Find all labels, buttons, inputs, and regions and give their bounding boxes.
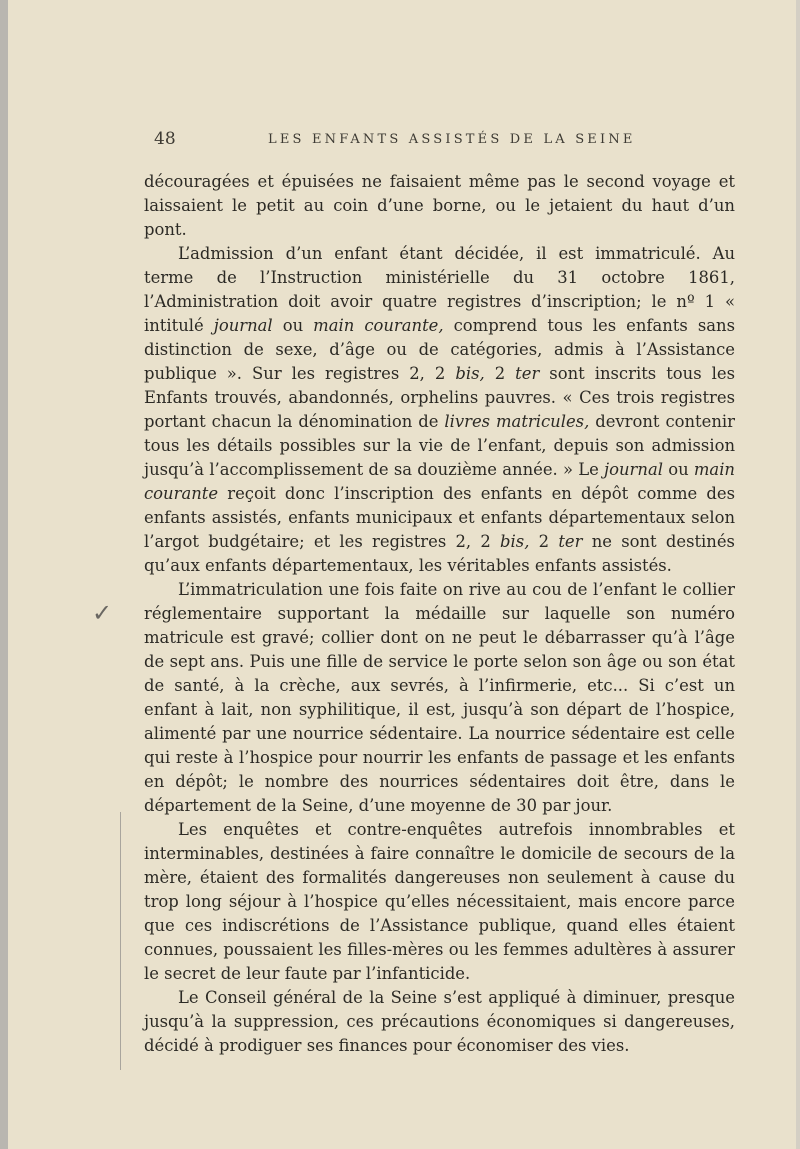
italic-segment: ter [558,532,583,551]
text-segment: 2 [529,532,559,551]
italic-segment: livres matricules, [444,412,590,431]
italic-segment: bis, [455,364,485,383]
text-segment: 2 [484,364,516,383]
italic-segment: main courante, [313,316,444,335]
italic-segment: journal [604,460,663,479]
text-segment: comprend tous les enfants sans distinction de sexe, d’âge ou de catégories, admis à l’Assistance publique ». Sur les registres 2, 2 [144,316,735,383]
running-head [154,129,740,153]
text-segment: ne sont destinés qu’aux enfants départementaux, les véritables enfants assistés. [144,532,735,575]
paragraph-4 [144,818,735,986]
page-number: 48 [154,129,176,149]
italic-segment: bis, [500,532,530,551]
margin-pencil-line [120,812,121,1070]
paragraph-3 [144,578,735,818]
running-title: LES ENFANTS ASSISTÉS DE LA SEINE [268,132,636,147]
text-segment: sont inscrits tous les Enfants trouvés, abandonnés, orphelins pauvres. « Ces trois registres portant chacun la dénomination de [144,364,735,431]
text-segment: L’admission d’un enfant étant décidée, il est immatriculé. Au terme de l’Instruction ministérielle du 31 octobre 1861, l’Administration doit avoir quatre registres d’inscription; le nº 1 « intitulé [144,244,735,335]
italic-segment: ter [515,364,540,383]
paragraph-5 [144,986,735,1058]
italic-segment: journal [213,316,273,335]
text-segment: découragées et épuisées ne faisaient même pas le second voyage et laissaient le petit au coin d’une borne, ou le jetaient du haut d’un pont. [144,172,735,239]
text-segment: ou [272,316,314,335]
paragraph-2 [144,242,735,578]
italic-segment: main courante [144,460,735,503]
paragraph-1 [144,170,735,242]
body-text [144,170,735,1058]
text-segment: L’immatriculation une fois faite on rive au cou de l’enfant le collier réglementaire supportant la médaille sur laquelle son numéro matricule est gravé; collier dont on ne peut le débarrasser qu’à l’âge de sept ans. Puis une fille de service le porte selon son âge ou son état de santé, à la crèche, aux sevrés, à l’infirmerie, etc... Si c’est un enfant à lait, non syphilitique, il est, jusqu’à son départ de l’hospice, alimenté par une nourrice sédentaire. La nourrice sédentaire est celle qui reste à l’hospice pour nourrir les enfants de passage et les enfants en dépôt; le nombre des nourrices sédentaires doit être, dans le département de la Seine, d’une moyenne de 30 par jour. [144,580,735,815]
margin-check-mark-icon: ✓ [92,599,113,627]
text-segment: devront contenir tous les détails possibles sur la vie de l’enfant, depuis son admission jusqu’à l’accomplissement de sa douzième année. » Le [144,412,735,479]
text-segment: Les enquêtes et contre-enquêtes autrefois innombrables et interminables, destinées à faire connaître le domicile de secours de la mère, étaient des formalités dangereuses non seulement à cause du trop long séjour à l’hospice qu’elles nécessitaient, mais encore parce que ces indiscrétions de l’Assistance publique, quand elles étaient connues, poussaient les filles-mères ou les femmes adultères à assurer le secret de leur faute par l’infanticide. [144,820,735,983]
text-segment: Le Conseil général de la Seine s’est appliqué à diminuer, presque jusqu’à la suppression, ces précautions économiques si dangereuses, décidé à prodiguer ses finances pour économiser des vies. [144,988,735,1055]
text-segment: ou [662,460,694,479]
text-segment: reçoit donc l’inscription des enfants en dépôt comme des enfants assistés, enfants municipaux et enfants départementaux selon l’argot budgétaire; et les registres 2, 2 [144,484,735,551]
